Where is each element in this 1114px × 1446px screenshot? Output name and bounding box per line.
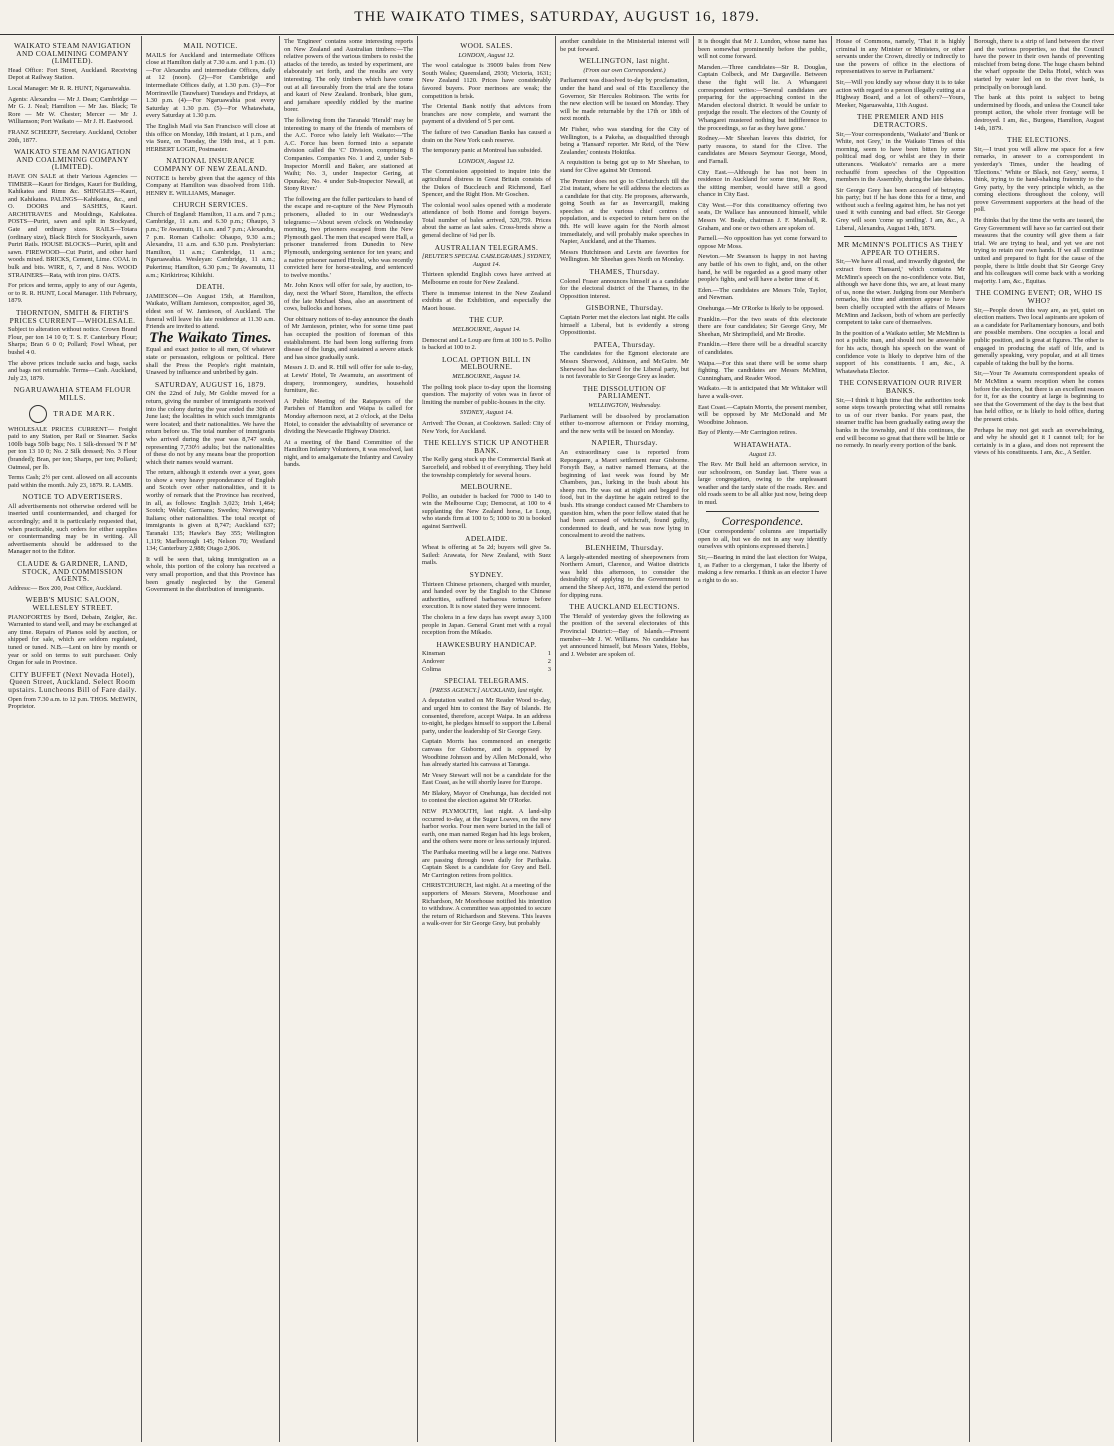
paragraph: City East.—Although he has not been in residence in Auckland for some time, Mr Rees, the sitting member, would have still a good chance in City East. bbox=[698, 168, 827, 199]
paragraph: Marsden.—Three candidates—Sir R. Douglas, Captain Colbeck, and Mr Dargaville. Between these the fight will lie. A Whangarei correspondent writes:—'Several candidates are preparing for the approaching contest in the Marsden electoral district. It would be unfair to prejudge the result. The electors of the County of Whangarei mustered nothing but indifference to the proceedings, so far as they have gone.' bbox=[698, 63, 827, 132]
article-heading: THE CUP. bbox=[469, 315, 504, 325]
trade-mark bbox=[8, 405, 137, 423]
article-heading: THE PREMIER AND HIS DETRACTORS. bbox=[856, 112, 945, 129]
column-3 bbox=[280, 36, 418, 1442]
paragraph: It is thought that Mr J. Lundon, whose name has been somewhat prominently before the public, will not come forward. bbox=[698, 38, 827, 61]
paragraph: Church of England: Hamilton, 11 a.m. and 7 p.m.; Cambridge, 11 a.m. and 6.30 p.m.; Ohaupo, 3 p.m.; Te Awamutu, 11 a.m. and 7 p.m.; Alexandra, 7 p.m. Roman Catholic: Ohaupo, 9.30 a.m.; Alexandra, 11 a.m. and 6.30 p.m. Presbyterian: Hamilton, 11 a.m.; Cambridge, 11 a.m.; Ngaruawahia. Wesleyan: Cambridge, 11 a.m.; Pukerimu; Hamilton, 6.30 p.m.; Te Awamutu, 11 a.m.; Kirikiriroa; Kihikihi. bbox=[146, 210, 275, 279]
paragraph: Borough, there is a strip of land between the river and the various properties, so that the Council have the power in their own hands of preventing mischief from being done. The huge chasm behind the wharf opposite the Delta Hotel, which was started by water led on to the river bank, is principally on borough land. bbox=[974, 38, 1104, 91]
horse-name: Kinsman bbox=[422, 650, 446, 658]
paragraph: Newton.—Mr Swanson is happy in not having any battle of his own to fight, and, on the other hand, he will be regarded as a good many other people's fights, and will have a better time of it. bbox=[698, 253, 827, 284]
divider bbox=[706, 511, 819, 512]
paragraph: Eden.—The candidates are Messrs Tole, Taylor, and Newman. bbox=[698, 286, 827, 302]
paragraph: Mr Fisher, who was standing for the City of Wellington, is a Pakeha, as disqualified through being a 'Hansard' reporter. Mr Reid, of the 'New Zealander,' contests Hokitika. bbox=[560, 125, 689, 156]
horse-name: Colima bbox=[422, 665, 441, 673]
paragraph: Head Office: Fort Street, Auckland. Receiving Depot at Railway Station. bbox=[8, 66, 137, 82]
paragraph: Open from 7.30 a.m. to 12 p.m. THOS. McEWIN, Proprietor. bbox=[8, 695, 137, 711]
article-heading: BLENHEIM, Thursday. bbox=[585, 543, 664, 553]
dateline: LONDON, August 12. bbox=[458, 157, 515, 165]
dateline: (From our own Correspondent.) bbox=[583, 66, 666, 74]
column-6 bbox=[694, 36, 832, 1442]
article-heading: CHURCH SERVICES. bbox=[172, 200, 249, 210]
column-1 bbox=[4, 36, 142, 1442]
column-2 bbox=[142, 36, 280, 1442]
column-5 bbox=[556, 36, 694, 1442]
paragraph: Mr. John Knox will offer for sale, by auction, to-day, next the Wharf Store, Hamilton, the effects of the late Michael Shea, also an assortment of cows, bullocks and horses. bbox=[284, 282, 413, 313]
paragraph: The Parihaka meeting will be a large one. Natives are passing through town daily for Parihaka. Captain Skeet is a candidate for Grey and Bell. Mr Carrington retires from politics. bbox=[422, 849, 551, 879]
paragraph: MAILS for Auckland and intermediate Offices close at Hamilton daily at 7.30 a.m. and 1 p.m. (1)—For Alexandra and intermediate Offices, daily at 12 (noon). (2)—For Cambridge and intermediate Offices daily, at 1.30 p.m. (3)—For Morrinsville (Tauwhare) Tuesdays and Fridays, at 1.30 p.m. (4)—For Ngaruawahia post every Saturday at 1.30 p.m. (5)—For Whatawhata, every Saturday at 1.30 p.m. bbox=[146, 51, 275, 120]
article-heading: THE ELECTIONS. bbox=[1007, 135, 1071, 145]
paragraph: The English Mail via San Francisco will close at this office on Monday, 18th instant, at 1 p.m., and via Suez, on Tuesday, the 19th inst., at 1 p.m. HERBERT LOGIE, Postmaster. bbox=[146, 122, 275, 153]
paragraph: A largely-attended meeting of sheepowners from Northern Amuri, Clarence, and Waitoe districts was held this afternoon, to consider the desirability of applying to the Government to amend the Sheep Act, 1878, and extend the period for dipping runs. bbox=[560, 553, 689, 599]
paragraph: NOTICE is hereby given that the agency of this Company at Hamilton was dissolved from 11th. HENRY E. WILLIAMS, Manager. bbox=[146, 174, 275, 197]
divider bbox=[844, 236, 957, 237]
article-heading: HAWKESBURY HANDICAP. bbox=[436, 639, 537, 649]
paragraph: The bank at this point is subject to being undermined by floods, and unless the Council take prompt action, the whole river frontage will be destroyed. I am, &c., Burgess, Hamilton, August 14th, 1879. bbox=[974, 94, 1104, 132]
column-4 bbox=[418, 36, 556, 1442]
article-heading: NGARUAWAHIA STEAM FLOUR MILLS. bbox=[13, 385, 132, 402]
dateline: August 13. bbox=[748, 450, 777, 458]
paragraph: The following are the fuller particulars to hand of the escape and re-capture of the New Plymouth prisoners, alluded to in our Wednesday's telegrams:—'About seven o'clock on Wednesday morning, two prisoners escaped from the New Plymouth gaol. The men that escaped were Hall, a prisoner transferred from Dunedin to New Plymouth, undergoing sentence for ten years; and a native prisoner named Hiroki, who was recently convicted here for horse-stealing, and sentenced to twelve months.' bbox=[284, 195, 413, 279]
paragraph: Sir,—I think it high time that the authorities took some steps towards protecting what still remains to us of our river banks. For years past, the steamer traffic has been gradually eating away the banks in the township, and if this continues, the end will become so great that there will be little or no remedy. In nearly every portion of the bank. bbox=[836, 396, 965, 450]
article-heading: THORNTON, SMITH & FIRTH'S PRICES CURRENT—WHOLESALE. bbox=[9, 308, 136, 325]
article-heading: SPECIAL TELEGRAMS. bbox=[444, 676, 529, 686]
article-heading: WHATAWHATA. bbox=[733, 439, 792, 449]
paragraph: CHRISTCHURCH, last night. At a meeting of the supporters of Messrs Stevens, Moorhouse and Richardson, Mr Moorhouse notified his intention to withdraw. A committee was appointed to secure the return of Richardson and Stevens. This leaves a walk-over for Sir George Grey, but probably bbox=[422, 882, 551, 928]
paragraph: Sir George Grey has been accused of betraying his party; but if he has done this for a time, and without such a feeling against him, he has not yet used it with cunning and bad effect. Sir George Grey will soon 'come up smiling'. I am, &c., A Liberal, Alexandra, August 14th, 1879. bbox=[836, 186, 965, 232]
paragraph: A requisition is being got up to Mr Sheehan, to stand for Clive against Mr Ormond. bbox=[560, 159, 689, 174]
paragraph: A Public Meeting of the Ratepayers of the Parishes of Hamilton and Waipa is called for Monday afternoon next, at 2 o'clock, at the Delta Hotel, to consider the advisability of severance or dividing the Newcastle Highway District. bbox=[284, 397, 413, 436]
paragraph: Parliament was dissolved to-day by proclamation, under the hand and seal of His Excellency the Governor, Sir Hercules Robinson. The writs for the new election will be issued on Monday. They will be made returnable by the 17th or 18th of next month. bbox=[560, 77, 689, 123]
paragraph: Mr Blakey, Mayor of Onehunga, has decided not to contest the election against Mr O'Rorke. bbox=[422, 789, 551, 805]
paragraph: NEW PLYMOUTH, last night. A land-slip occurred to-day, at the Sugar Loaves, on the new harbor works. Four men were buried in the fall of earth, one man named Regan had his legs broken, and the others were more or less seriously injured. bbox=[422, 808, 551, 846]
article-heading: THE COMING EVENT; OR, WHO IS WHO? bbox=[975, 288, 1103, 305]
paragraph: Terms Cash; 2½ per cent. allowed on all accounts paid within the month. July 23, 1879. R. LAMB. bbox=[8, 474, 137, 489]
paragraph: The Rev. Mr Bull held an afternoon service, in our schoolroom, on Sunday last. There was a large congregation, owing to the unpleasant weather and the tardy state of the roads. Rev. and old roads seem to be all alike just now, being deep in mud. bbox=[698, 461, 827, 507]
placing: 3 bbox=[547, 665, 551, 673]
article-heading: CITY BUFFET (Next Nevada Hotel), Queen Street, Auckland. Select Room upstairs. Luncheons Bill of Fare daily. bbox=[8, 669, 137, 694]
masthead bbox=[0, 0, 1114, 35]
paragraph: The Commission appointed to inquire into the agricultural distress in Great Britain consists of the Dukes of Buccleuch and Richmond, Earl Spencer, and the Right Hon. Mr Goschen. bbox=[422, 168, 551, 199]
paragraph: Waipa.—For this seat there will be some sharp fighting. The candidates are Messrs McMinn, Cunningham, and Reader Wood. bbox=[698, 359, 827, 382]
paragraph: The wool catalogue is 39009 bales from New South Wales; Queensland, 2930; Victoria, 1631; New Zealand 1120. Prices have considerably favored buyers. Poor merinoes are weak; the competition is brisk. bbox=[422, 62, 551, 100]
paragraph: WHOLESALE PRICES CURRENT— Freight paid to any Station, per Rail or Steamer. Sacks 100lb bags 50lb bags; No. 1 Silk-dressed 'N F M' per ton 13 10 0; No. 2 Silk dressed; No. 3 Flour (branded); Bran, per ton; Sharps, per ton; Pollard; Oatmeal, per lb. bbox=[8, 425, 137, 471]
article-heading: THE CONSERVATION OUR RIVER BANKS. bbox=[838, 378, 963, 395]
paragraph: The failure of two Canadian Banks has caused a drain on the New York cash reserve. bbox=[422, 128, 551, 144]
article-heading: THAMES, Thursday. bbox=[589, 267, 660, 277]
paragraph: Agents: Alexandra — Mr J. Dean; Cambridge — Mr G. J. Neal; Hamilton — Mr Jas. Black; Te Rore — Mr W. Chester; Mercer — Mr J. Williamson; Port Waikato — Mr J. H. Eastwood. bbox=[8, 95, 137, 126]
paragraph: The Kelly gang stuck up the Commercial Bank at Sarcefield, and robbed it of everything. They held the township completely for several hours. bbox=[422, 456, 551, 479]
paragraph: Pollio, an outsider is backed for 7000 to 140 to win the Melbourne Cup; Democrat, at 100 to 4 supplanting the New Zealand horse, Le Loup, who stands firm at 100 to 5; 1000 to 30 is booked against Sarriwell. bbox=[422, 492, 551, 531]
dateline: MELBOURNE, August 14. bbox=[452, 326, 521, 333]
article-heading: WOOL SALES. bbox=[460, 41, 513, 50]
dateline: [PRESS AGENCY.] AUCKLAND, last night. bbox=[429, 686, 544, 694]
paragraph: Sir,—We have all read, and inwardly digested, the extract from 'Hansard,' which contains Mr McMinn's speech on the no-confidence vote. But, although we have done this, we are, at least many of us, none the wiser. Judging from our Member's remarks, his time and attention appear to have been chiefly occupied with the affairs of Messrs McMinn and Jackson, both of whom are perfectly competent to take care of themselves. bbox=[836, 258, 965, 327]
article-heading: DEATH. bbox=[196, 282, 225, 292]
article-heading: MELBOURNE. bbox=[460, 482, 513, 492]
article-heading: WELLINGTON, last night. bbox=[579, 56, 670, 66]
paragraph: The cholera in a few days has swept away 3,100 people in Japan. General Grant met with a royal reception from the Mikado. bbox=[422, 614, 551, 637]
paragraph: The above prices include sacks and bags, sacks and bags not returnable. Terms—Cash. Auckland, July 23, 1879. bbox=[8, 359, 137, 382]
paragraph: Democrat and Le Loup are firm at 100 to 5. Pollio is backed at 100 to 2. bbox=[422, 336, 551, 352]
paragraph: Subject to alteration without notice. Crown Brand Flour, per ton 14 10 0; T. S. F. Canterbury Flour; Sharps; Bran 6 0 0; Pollard; Fowl Wheat, per bushel 4 0. bbox=[8, 326, 137, 356]
paragraph: The candidates for the Egmont electorate are Messrs Sherwood, Atkinson, and McGuire. Mr Sherwood has declared for the Liberal party, but is not favorable to Sir George Grey as leader. bbox=[560, 350, 689, 381]
paragraph: Equal and exact justice to all men, Of whatever state or persuasion, religious or political. Here shall the Press the People's right maintain, Unawed by influence and unbribed by gain. bbox=[146, 346, 275, 377]
dateline: SYDNEY, August 14. bbox=[460, 409, 513, 417]
article-heading: SATURDAY, AUGUST 16, 1879. bbox=[155, 379, 266, 389]
paragraph: Local Manager: Mr R. R. HUNT, Ngaruawahia. bbox=[8, 84, 131, 92]
placing: 1 bbox=[547, 650, 551, 658]
paragraph: Onehunga.—Mr O'Rorke is likely to be opposed. bbox=[698, 305, 824, 312]
article-heading: GISBORNE, Thursday. bbox=[585, 303, 664, 313]
paragraph: Mr Vesey Stewart will not be a candidate for the East Coast, as he will shortly leave for Europe. bbox=[422, 771, 551, 787]
article-heading: AUSTRALIAN TELEGRAMS. bbox=[434, 242, 539, 252]
dateline: LONDON, August 12. bbox=[458, 51, 515, 59]
paragraph: Waikato.—It is anticipated that Mr Whitaker will have a walk-over. bbox=[698, 385, 827, 400]
article-heading: WAIKATO STEAM NAVIGATION AND COALMINING COMPANY (LIMITED). bbox=[14, 147, 131, 172]
paragraph: Sir,—Your correspondents, 'Waikato' and 'Bunk or White, not Grey,' in the Waikato Times of this morning, seem to have been bitten by some political mad dog, or whilst are they in their utterances. 'Waikato's' remarks are a mere rechauffé from speeches of the Opposition members in the Assembly, during the late debates. bbox=[836, 130, 965, 184]
paragraph: Bay of Plenty.—Mr Carrington retires. bbox=[698, 429, 797, 437]
paragraph: Franklin.—For the two seats of this electorate there are four candidates; Sir George Grey, Mr Sheehan, Mr Shrimpfield, and Mr Brodie. bbox=[698, 315, 827, 338]
article-heading: NOTICE TO ADVERTISERS. bbox=[22, 492, 123, 502]
paragraph: Thirteen Chinese prisoners, charged with murder, and handed over by the English to the Chinese authorities, suffered barbarous torture before execution. It is now stated they were innocent. bbox=[422, 580, 551, 611]
paragraph: HAVE ON SALE at their Various Agencies — TIMBER—Kauri for Bridges, Kauri for Building, Kahikatea and Rimu &c. SHINGLES—Kauri, and Kahikatea. PALINGS—Kahikatea, &c., and O. DOORS and SASHES, Kauri. ARCHITRAVES and Mouldings, Kahikatea. POSTS—Puriri, sawn and split in Stockyard, Gate and ordinary sizes. RAILS—Totara (ordinary size), Black Birch for Stockyards, sawn Puriri Rails. HOUSE BLOCKS—Puriri, split and sawn. FIREWOOD—Cut Puriri, and other hard woods mixed. BRICKS, Cement, Lime. COAL in bulk and bits. WIRE, 6, 7, and 8 Nos. WOOD STRAINERS—Rata, with iron pins. OATS. bbox=[8, 172, 137, 279]
paragraph: Sir,—Bearing in mind the last election for Waipa, I, as Father to a clergyman, I take the liberty of making a few remarks. I think as an elector I have a right to do so. bbox=[698, 554, 827, 584]
paragraph: An extraordinary case is reported from Repongaere, a Maori settlement near Gisborne. Forsyth Bay, a native named Hemara, at the beginning of last week was found by Mr Chambers, jun., lurking in the bush about his sheep run. He was out at night and begged for food, but in the daytime he again retired to the bush. His strange conduct caused Mr Chambers to question him, when the poor fellow stated that he had been accused of witchcraft, found guilty, condemned to death, and he was now lying in concealment to avoid the natives. bbox=[560, 448, 689, 540]
dateline: WELLINGTON, Wednesday. bbox=[588, 401, 661, 409]
column-8 bbox=[970, 36, 1108, 1442]
paragraph: Captain Porter met the electors last night. He calls himself a Liberal, but is evidently a strong Oppositionist. bbox=[560, 314, 689, 337]
results-row bbox=[422, 666, 551, 674]
paragraph: At a meeting of the Band Committee of the Hamilton Infantry Volunteers, it was resolved, last night, and to amalgamate the Infantry and Cavalry bands. bbox=[284, 438, 413, 469]
article-heading: NAPIER, Thursday. bbox=[591, 438, 658, 448]
paragraph: Messrs J. D. and R. Hill will offer for sale to-day, at Lewis' Hotel, Te Awamutu, an assortment of drapery, ironmongery, sundries, household furniture, &c. bbox=[284, 364, 413, 395]
paragraph: Colonel Fraser announces himself as a candidate for the electoral district of the Thames, in the Opposition interest. bbox=[560, 277, 689, 300]
dateline: [REUTER'S SPECIAL CABLEGRAMS.] SYDNEY, August 14. bbox=[422, 253, 552, 268]
article-heading: MR McMINN'S POLITICS AS THEY APPEAR TO OTHERS. bbox=[837, 240, 964, 257]
paragraph: Messrs Hutchinson and Levin are favorites for Wellington. Mr Sheehan goes North on Monday. bbox=[560, 248, 689, 264]
paragraph: In the position of a Waikato settler, Mr McMinn is not a public man, and should not be answerable for his acts, though his speech on the want of confidence vote is likely to deprive him of the support of his constituents. I am, &c., A Whatawhata Elector. bbox=[836, 329, 965, 375]
column-7 bbox=[832, 36, 970, 1442]
paragraph: Sir,—I trust you will allow me space for a few remarks, in answer to a correspondent in yesterday's Times, under the heading of 'Elections.' 'White or Black, not Grey,' seems, I think, trying to tie hand-shaking fraternity to the Grey party, by the very principle which, as the coming elections throughout the colony, will prove Government supporters at the head of the poll. bbox=[974, 145, 1104, 214]
paragraph: He thinks that by the time the writs are issued, the Grey Government will have so far carried out their measures that the country will give them a fair trial. We are trying to heal, and yet we are not trying to retain our own hands. If we all continue united and prepared to fight for the cause of the people, there is little doubt that Sir George Grey and his colleagues will come back with a working majority. I am, &c., Equitas. bbox=[974, 217, 1104, 285]
paragraph: A deputation waited on Mr Reader Wood to-day, and urged him to contest the Bay of Islands. He consented, therefore, accept Waipa. In an address to-night, he pledges himself to support the Liberal party, under the leadership of Sir George Grey. bbox=[422, 697, 551, 735]
results-table bbox=[422, 650, 551, 673]
paragraph: Arrived: The Ocean, at Cooktown. Sailed: City of New York, for Auckland. bbox=[422, 419, 551, 435]
dateline: MELBOURNE, August 14. bbox=[452, 372, 521, 380]
paragraph: The Oriental Bank notify that advices from branches are now complete, and warrant the payment of a dividend of 5 per cent. bbox=[422, 103, 551, 126]
paragraph: There is immense interest in the New Zealand exhibits at the Exhibition, and especially the Maori house. bbox=[422, 289, 551, 312]
newspaper-page bbox=[4, 36, 1110, 1442]
paragraph: The return, although it extends over a year, goes to show a very heavy preponderance of English and Scotch over other nationalities, and it is worthy of remark that the Province has received, in all, as follows: English 3,023; Irish 1,464; Scotch; Welsh; Germans; Swedes; Norwegians; Italians; other nationalities. The total receipt of immigrants is given at 8,747; Auckland 637; Taranaki 135; Hawke's Bay 355; Wellington 1,119; Marlborough 145; Nelson 70; Westland 134; Canterbury 2,988; Otago 2,906. bbox=[146, 469, 275, 553]
article-heading: NATIONAL INSURANCE COMPANY OF NEW ZEALAND. bbox=[153, 156, 268, 173]
article-heading: THE DISSOLUTION OF PARLIAMENT. bbox=[582, 383, 667, 401]
paragraph: Perhaps he may not get such an overwhelming, and why he should get it I cannot tell; for he certainly is in a glass, and does not represent the views of his constituents. I am, &c., A Settler. bbox=[974, 426, 1104, 457]
placing: 2 bbox=[547, 657, 551, 665]
paragraph: Our obituary notices of to-day announce the death of Mr Jamieson, printer, who for some time past has occupied the position of foreman of this establishment. He had been long suffering from disease of the lungs, and sustained a severe attack and has since gradually sunk. bbox=[284, 315, 413, 361]
article-heading: WAIKATO STEAM NAVIGATION AND COALMINING COMPANY (LIMITED). bbox=[14, 41, 131, 66]
article-heading: CLAUDE & GARDNER, LAND, STOCK, AND COMMISSION AGENTS. bbox=[17, 559, 128, 584]
section-heading-correspondence: Correspondence. bbox=[721, 513, 804, 528]
paragraph: Parliament will be dissolved by proclamation either to-morrow afternoon or Friday morning, and the new writs will be issued on Monday. bbox=[560, 412, 689, 435]
paragraph: ON the 22nd of July, Mr Goldie moved for a return, giving the number of immigrants received into the colony during the year ended the 30th of June last; the localities in which such immigrants were located; and their nationalities. We have the return before us. The total number of immigrants who arrived during the year was 8,747 souls, representing 7,730½ adults; but the nationalities of these do not by any means bear the proportion which their names would warrant. bbox=[146, 390, 275, 466]
article-heading: THE KELLYS STICK UP ANOTHER BANK. bbox=[423, 438, 550, 455]
paragraph: The Premier does not go to Christchurch till the 21st instant, where he will address the electors as a candidate for that city. He proposes, afterwards, going South as far as Invercargill, making speeches at the various chief centres of population, and is expected to return here on the 8th. He will leave again for the North almost immediately, and will probably make speeches in Napier, Auckland, and at the Thames. bbox=[560, 177, 689, 246]
trade-mark-icon bbox=[29, 405, 47, 423]
paragraph: JAMIESON—On August 15th, at Hamilton, Waikato, William Jamieson, compositor, aged 36, eldest son of W. Jamieson, of Auckland. The funeral will leave his late residence at 11.30 a.m. Friends are invited to attend. bbox=[146, 292, 275, 331]
paragraph: The polling took place to-day upon the licensing question. The majority of votes was in favor of limiting the number of public-houses in the city. bbox=[422, 383, 551, 406]
masthead-text: THE WAIKATO TIMES, SATURDAY, AUGUST 16, 1879. bbox=[354, 8, 760, 25]
trade-mark-label: TRADE MARK. bbox=[53, 408, 116, 418]
paragraph: Sir,—People down this way are, as yet, quiet on election matters. Two local aspirants are spoken of as a candidate for Parliamentary honours, and both are possible members. One occupies a local and public position, and is great at figures. The other is engaged in producing the staff of life, and is generally speaking, very popular, and at all times capable of taking the bull by the horns. bbox=[974, 306, 1104, 367]
paragraph: City West.—For this constituency offering two seats, Dr Wallace has announced himself, while Messrs W. Beale, chairman J. F. Marshall, R. Graham, and one or two others are spoken of. bbox=[698, 201, 827, 232]
article-heading: SYDNEY. bbox=[469, 570, 504, 580]
paragraph: Sir,—Will you kindly say whose duty it is to take action with regard to a person illegally cutting at a Highway Board, and a lot of others?—Yours, Meeker, Ngaruawahia, 11th August. bbox=[836, 78, 965, 109]
paragraph: The colonial wool sales opened with a moderate attendance of both Home and foreign buyers. Total number of bales arrived, 320,759. Prices about the same as last sales. Cross-breds show a general decline of ¼d per lb. bbox=[422, 201, 551, 240]
paragraph: The 'Engineer' contains some interesting reports on New Zealand and Australian timbers:—The relative powers of the various timbers to resist the attacks of the teredo, as tested by experiment, are elaborately set forth, and the results are very interesting. The only timbers which have come out at all favourably from the trial are the totara and kauri of New Zealand. Ironbark, blue gum, and jarrahare speedily riddled by the marine borer. bbox=[284, 38, 413, 114]
paragraph: Rodney.—Mr Sheehan leaves this district, for party reasons, to stand for the Clive. The candidates are Messrs Seymour George, Mood, and Farnall. bbox=[698, 135, 827, 165]
article-heading: ADELAIDE. bbox=[465, 533, 508, 543]
article-heading: WEBB'S MUSIC SALOON, WELLESLEY STREET. bbox=[25, 595, 120, 612]
results-row bbox=[422, 650, 551, 658]
paragraph: Address:— Box 200, Post Office, Auckland. bbox=[8, 584, 122, 592]
paragraph: Wheat is offering at 5s 2d; buyers will give 5s. Sailed: Arawata, for New Zealand, with Suez mails. bbox=[422, 544, 551, 567]
paragraph: PIANOFORTES by Bord, Debain, Zeigler, &c. Warranted to stand well, and may be exchanged at any time. Repairs of Pianos sold by auction, or shipped for sale, which are seldom regulated, tuned or tuned. N.B.—Lent on hire by month or year or sold on terms to suit purchaser. Only Organ for sale in Province. bbox=[8, 613, 137, 667]
paragraph: [Our correspondents' columns are impartially open to all, but we do not in any way identify ourselves with opinions expressed therein.] bbox=[698, 528, 827, 551]
paragraph: The 'Herald' of yesterday gives the following as the position of the several electorates of this Provincial District:—Bay of Islands.—Present member—Mr J. W. Williams. No candidate has yet announced himself, but Messrs Yates, Hobbs, and J. Webster are spoken of. bbox=[560, 612, 689, 658]
paragraph: Thirteen splendid English cows have arrived at Melbourne en route for New Zealand. bbox=[422, 271, 551, 287]
paragraph: East Coast.—Captain Morris, the present member, will be opposed by Mr McDonald and Mr Woodbine Johnson. bbox=[698, 403, 827, 426]
paragraph: All advertisements not otherwise ordered will be inserted until countermanded, and charged for accordingly; and it is particularly requested that, when practicable, such orders for either supplies or countermanding may be in writing. All advertisements should be addressed to the Manager not to the Editor. bbox=[8, 502, 137, 556]
article-heading: MAIL NOTICE. bbox=[183, 41, 238, 50]
results-row bbox=[422, 658, 551, 666]
paragraph: For prices and terms, apply to any of our Agents, or to R. R. HUNT, Local Manager. 11th February, 1879. bbox=[8, 282, 137, 305]
article-heading: THE AUCKLAND ELECTIONS. bbox=[569, 602, 680, 612]
paragraph: Captain Morris has commenced an energetic canvass for Gisborne, and is opposed by Woodbine Johnson and by Allen McDonald, who has already started his canvass at Taranga. bbox=[422, 738, 551, 769]
article-heading: PATEA, Thursday. bbox=[593, 339, 656, 349]
paper-title: The Waikato Times. bbox=[149, 329, 272, 346]
paragraph: It will be seen that, taking immigration as a whole, this portion of the colony has received a very small proportion, and that this Province has been greatly neglected by the General Government in the distribution of immigrants. bbox=[146, 555, 275, 594]
paragraph: Franklin.—Here there will be a dreadful scarcity of candidates. bbox=[698, 341, 827, 356]
paragraph: FRANZ SCHEEFF, Secretary. Auckland, October 20th, 1877. bbox=[8, 128, 137, 144]
paragraph: The temporary panic at Montreal has subsided. bbox=[422, 147, 543, 155]
paragraph: Parnell.—No opposition has yet come forward to oppose Mr Moss. bbox=[698, 235, 827, 250]
paragraph: another candidate in the Ministerial interest will be put forward. bbox=[560, 38, 689, 53]
paragraph: The following from the Taranaki 'Herald' may be interesting to many of the friends of members of the A.C. Force who lately left Waikato:—'The A.C. Force has been formed into a separate division called the 'C' Division, comprising 8 Companies. Companies No. 1 and 2, under Sub-Inspector Morrill and Baker, are stationed at Waihi; No. 3, under Inspector Gering, at Opunake; No. 4 under Sub-Inspector Newall, at Stony River.' bbox=[284, 116, 413, 193]
article-heading: LOCAL OPTION BILL IN MELBOURNE. bbox=[442, 354, 531, 372]
paragraph: Sir,—Your Te Awamutu correspondent speaks of Mr McMinn a warm reception when he comes before the electors, but there is an excellent reason for it, for as the country at large is beginning to see that the Government of the day is the best that has held office, or is likely to hold office, during the present crisis. bbox=[974, 370, 1104, 423]
paragraph: House of Commons, namely, 'That it is highly criminal in any Minister or Ministers, or other servants under the Crown, directly or indirectly to use the powers of office in the elections of representatives to serve in Parliament.' bbox=[836, 38, 965, 76]
horse-name: Andover bbox=[422, 657, 445, 665]
